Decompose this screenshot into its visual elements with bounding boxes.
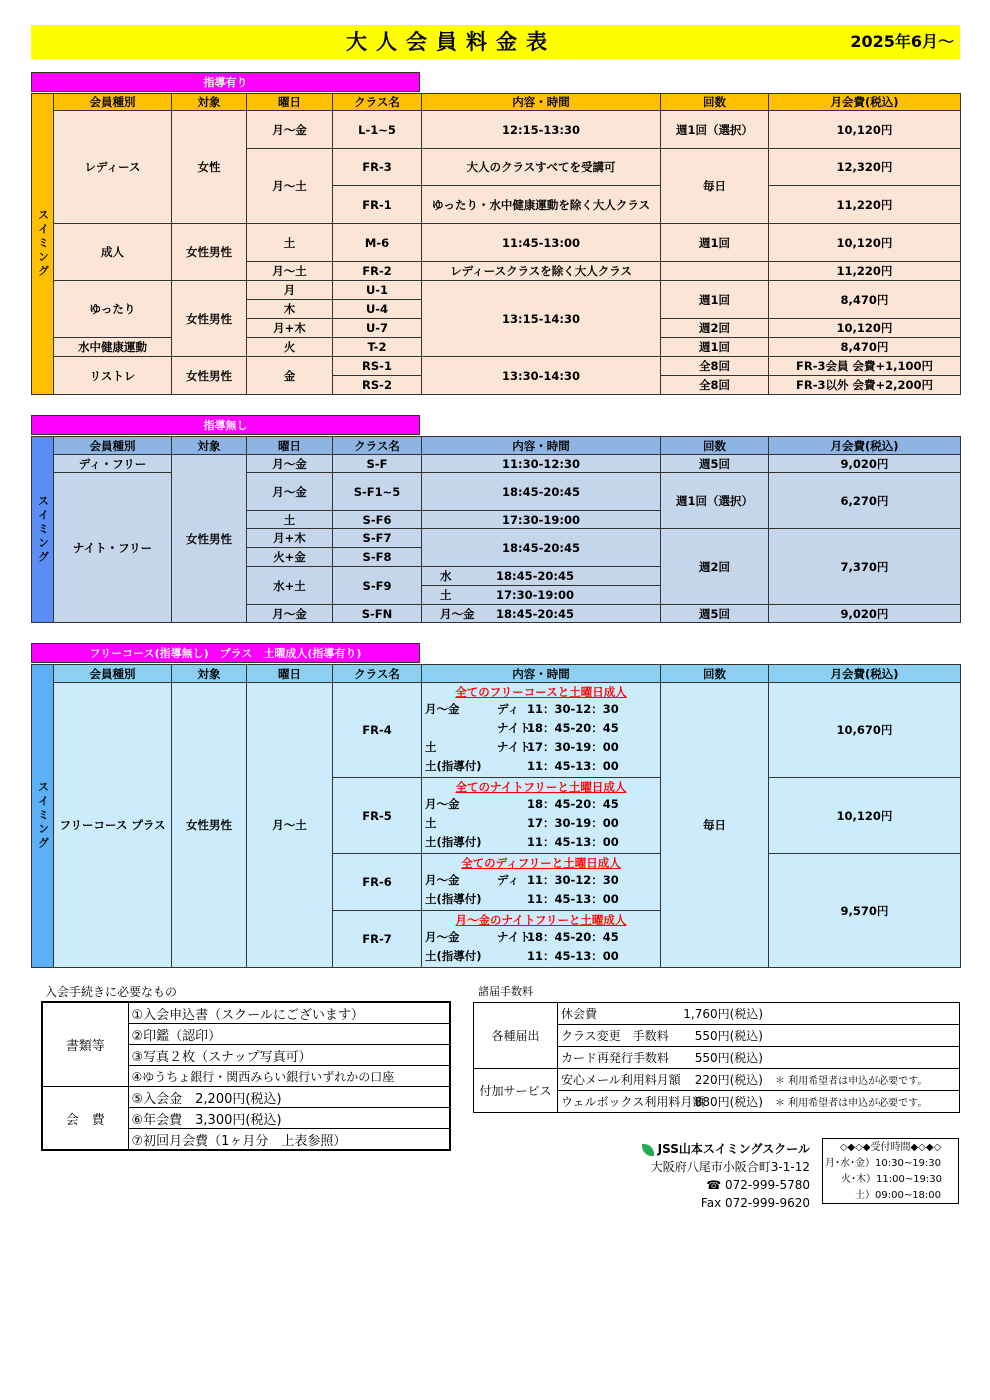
plus-fee-table (31, 664, 961, 968)
package-line: 土(指導付) 11：45-13：00 (425, 759, 619, 773)
count-cell: 全8回 (661, 376, 769, 395)
type-cell: リストレ (54, 357, 172, 395)
class-cell: FR-7 (333, 911, 422, 968)
fee-cell: 11,220円 (769, 262, 961, 281)
class-cell: S-FN (333, 605, 422, 623)
col-count: 回数 (661, 94, 769, 111)
fee-item: カード再発行手数料 550円(税込) (558, 1047, 960, 1069)
type-cell: レディース (54, 111, 172, 224)
type-cell: フリーコース プラス (54, 683, 172, 968)
content-cell: 11:30-12:30 (422, 455, 661, 473)
package-line: 土 17：30-19：00 (425, 816, 619, 830)
fee-cell: 9,020円 (769, 605, 961, 623)
count-cell: 週2回 (661, 319, 769, 338)
fee-item: クラス変更 手数料 550円(税込) (558, 1025, 960, 1047)
count-cell: 週1回 (661, 281, 769, 319)
content-time: 17:30-19:00 (496, 588, 574, 602)
fee-cell: 9,570円 (769, 854, 961, 968)
content-cell: レディースクラスを除く大人クラス (422, 262, 661, 281)
col-fee: 月会費(税込) (769, 94, 961, 111)
col-content: 内容・時間 (422, 94, 661, 111)
fee-item: ウェルボックス利用料月額 880円(税込) ＊ 利用希望者は申込が必要です。 (558, 1091, 960, 1113)
class-cell: U-4 (333, 300, 422, 319)
package-heading: 全てのナイトフリーと土曜日成人 (455, 780, 627, 794)
day-cell: 月 (247, 281, 333, 300)
fee-cell: 10,120円 (769, 224, 961, 262)
day-cell: 月～土 (247, 683, 333, 968)
col-content: 内容・時間 (422, 437, 661, 455)
requirements-title: 入会手続きに必要なもの (45, 985, 178, 999)
section-plus-label: フリーコース(指導無し) プラス 土曜成人(指導有り) (31, 643, 420, 663)
hours-title: ◇◆◇◆受付時間◆◇◆◇ (839, 1142, 942, 1153)
type-cell: 成人 (54, 224, 172, 281)
target-cell: 女性男性 (172, 683, 247, 968)
school-fax: Fax 072-999-9620 (700, 1196, 810, 1210)
page-title: 大人会員料金表 (346, 30, 556, 54)
day-cell: 月+木 (247, 529, 333, 548)
col-count: 回数 (661, 665, 769, 683)
guided-fee-table (31, 93, 961, 395)
school-info (640, 1140, 810, 1212)
fee-cell: 9,020円 (769, 455, 961, 473)
col-target: 対象 (172, 437, 247, 455)
day-cell: 金 (247, 357, 333, 395)
school-name: JSS山本スイミングスクール (657, 1142, 810, 1156)
class-cell: L-1~5 (333, 111, 422, 149)
fees-table (473, 1002, 960, 1113)
content-cell: 17:30-19:00 (422, 511, 661, 529)
day-cell: 月～金 (247, 111, 333, 149)
fees-title: 諸届手数料 (478, 985, 533, 998)
fee-cell: 8,470円 (769, 338, 961, 357)
fee-cell: 10,120円 (769, 111, 961, 149)
class-cell: S-F9 (333, 567, 422, 605)
day-cell: 火+金 (247, 548, 333, 567)
package-line: 月～金 ディ 11：30-12：30 (425, 873, 619, 887)
effective-date: 2025年6月～ (850, 32, 954, 51)
col-target: 対象 (172, 94, 247, 111)
col-count: 回数 (661, 437, 769, 455)
docs-label: 書類等 (42, 1002, 128, 1087)
target-cell: 女性男性 (172, 281, 247, 357)
count-cell: 週2回 (661, 529, 769, 605)
package-line: 土 ナイト 17：30-19：00 (425, 740, 619, 754)
school-address: 大阪府八尾市小阪合町3-1-12 (650, 1160, 810, 1174)
day-cell: 土 (247, 224, 333, 262)
col-type: 会員種別 (54, 665, 172, 683)
content-cell: 大人のクラスすべてを受講可 (422, 149, 661, 186)
count-cell: 毎日 (661, 149, 769, 224)
content-cell: 18:45-20:45 (422, 529, 661, 567)
content-time: 18:45-20:45 (496, 569, 574, 583)
requirement-item: ⑤入会金 2,200円(税込) (128, 1087, 450, 1108)
col-target: 対象 (172, 665, 247, 683)
day-cell: 月～金 (247, 455, 333, 473)
package-content (422, 778, 661, 854)
fee-cell: 10,120円 (769, 778, 961, 854)
school-logo-icon (642, 1144, 654, 1156)
col-class: クラス名 (333, 94, 422, 111)
class-cell: S-F6 (333, 511, 422, 529)
package-line: ナイト 18：45-20：45 (497, 721, 619, 735)
content-cell: 13:15-14:30 (422, 281, 661, 357)
col-class: クラス名 (333, 437, 422, 455)
day-cell: 月～土 (247, 149, 333, 224)
day-cell: 月～金 (247, 473, 333, 511)
class-cell: S-F1~5 (333, 473, 422, 511)
content-cell: 18:45-20:45 (422, 473, 661, 511)
day-cell: 木 (247, 300, 333, 319)
package-content (422, 683, 661, 778)
content-cell (422, 586, 661, 605)
side-label: スイミング (32, 94, 54, 395)
requirement-item: ①入会申込書（スクールにございます） (128, 1002, 450, 1024)
content-day: 土 (440, 588, 452, 602)
fee-item: 安心メール利用料月額 220円(税込) ＊ 利用希望者は申込が必要です。 (558, 1069, 960, 1091)
col-class: クラス名 (333, 665, 422, 683)
content-time: 18:45-20:45 (496, 606, 574, 621)
class-cell: S-F7 (333, 529, 422, 548)
fee-cell: FR-3会員 会費+1,100円 (769, 357, 961, 376)
day-cell: 水+土 (247, 567, 333, 605)
requirements-table (41, 1001, 451, 1151)
day-cell: 火 (247, 338, 333, 357)
package-line: 月～金 ナイト 18：45-20：45 (425, 930, 619, 944)
side-label: スイミング (32, 437, 54, 623)
package-heading: 全てのディフリーと土曜日成人 (461, 856, 621, 870)
class-cell: FR-5 (333, 778, 422, 854)
target-cell: 女性男性 (172, 224, 247, 281)
fee-cell: 7,370円 (769, 529, 961, 605)
class-cell: FR-1 (333, 186, 422, 224)
count-cell: 週1回 (661, 224, 769, 262)
type-cell: ナイト・フリー (54, 473, 172, 623)
count-cell: 週1回 (661, 338, 769, 357)
content-day: 水 (440, 569, 452, 583)
fee-cell: 12,320円 (769, 149, 961, 186)
hours-line: 火･木）11:00~19:30 (841, 1174, 943, 1185)
package-heading: 月～金のナイトフリーと土曜成人 (455, 913, 627, 927)
day-cell: 月～土 (247, 262, 333, 281)
day-cell: 月+木 (247, 319, 333, 338)
class-cell: RS-1 (333, 357, 422, 376)
fee-label: 会 費 (42, 1087, 128, 1151)
section-guided-label: 指導有り (31, 72, 420, 92)
package-line: 月～金 ディ 11：30-12：30 (425, 702, 619, 716)
class-cell: M-6 (333, 224, 422, 262)
fee-cell: 10,670円 (769, 683, 961, 778)
content-cell (422, 605, 661, 623)
fee-cell: FR-3以外 会費+2,200円 (769, 376, 961, 395)
fee-cell: 11,220円 (769, 186, 961, 224)
count-cell: 週1回（選択） (661, 473, 769, 529)
class-cell: U-1 (333, 281, 422, 300)
content-day: 月～金 (440, 606, 475, 621)
fee-group-label: 各種届出 (474, 1003, 558, 1069)
package-line: 月～金 18：45-20：45 (425, 797, 619, 811)
target-cell: 女性男性 (172, 455, 247, 623)
section-unguided-label: 指導無し (31, 415, 420, 435)
col-content: 内容・時間 (422, 665, 661, 683)
class-cell: U-7 (333, 319, 422, 338)
col-type: 会員種別 (54, 437, 172, 455)
requirement-item: ③写真２枚（スナップ写真可） (128, 1045, 450, 1066)
side-label: スイミング (32, 665, 54, 968)
fee-group-label: 付加サービス (474, 1069, 558, 1113)
day-cell: 土 (247, 511, 333, 529)
unguided-fee-table (31, 436, 961, 623)
fee-cell: 6,270円 (769, 473, 961, 529)
school-tel: ☎ 072-999-5780 (706, 1178, 810, 1192)
col-fee: 月会費(税込) (769, 665, 961, 683)
package-line: 土(指導付) 11：45-13：00 (425, 949, 619, 963)
content-cell: ゆったり・水中健康運動を除く大人クラス (422, 186, 661, 224)
count-cell: 全8回 (661, 357, 769, 376)
col-day: 曜日 (247, 94, 333, 111)
col-type: 会員種別 (54, 94, 172, 111)
fee-cell: 8,470円 (769, 281, 961, 319)
requirement-item: ⑥年会費 3,300円(税込) (128, 1108, 450, 1129)
requirement-item: ②印鑑（認印） (128, 1024, 450, 1045)
content-cell: 13:30-14:30 (422, 357, 661, 395)
content-cell: 11:45-13:00 (422, 224, 661, 262)
package-line: 土(指導付) 11：45-13：00 (425, 835, 619, 849)
count-cell: 毎日 (661, 683, 769, 968)
content-cell (422, 567, 661, 586)
count-cell (661, 262, 769, 281)
target-cell: 女性男性 (172, 357, 247, 395)
package-line: 土(指導付) 11：45-13：00 (425, 892, 619, 906)
class-cell: S-F (333, 455, 422, 473)
type-cell: 水中健康運動 (54, 338, 172, 357)
class-cell: FR-3 (333, 149, 422, 186)
class-cell: T-2 (333, 338, 422, 357)
requirement-item: ⑦初回月会費（1ヶ月分 上表参照） (128, 1129, 450, 1151)
content-cell: 12:15-13:30 (422, 111, 661, 149)
package-content (422, 911, 661, 968)
fee-item: 休会費 1,760円(税込) (558, 1003, 960, 1025)
col-day: 曜日 (247, 437, 333, 455)
count-cell: 週1回（選択） (661, 111, 769, 149)
col-fee: 月会費(税込) (769, 437, 961, 455)
count-cell: 週5回 (661, 605, 769, 623)
class-cell: FR-2 (333, 262, 422, 281)
day-cell: 月～金 (247, 605, 333, 623)
class-cell: FR-4 (333, 683, 422, 778)
type-cell: ゆったり (54, 281, 172, 338)
class-cell: FR-6 (333, 854, 422, 911)
package-heading: 全てのフリーコースと土曜日成人 (455, 685, 627, 699)
hours-line: 土）09:00~18:00 (855, 1190, 942, 1201)
title-bar (31, 25, 960, 59)
class-cell: S-F8 (333, 548, 422, 567)
col-day: 曜日 (247, 665, 333, 683)
type-cell: ディ・フリー (54, 455, 172, 473)
hours-line: 月･水･金）10:30~19:30 (825, 1158, 942, 1169)
requirement-item: ④ゆうちょ銀行・関西みらい銀行いずれかの口座 (128, 1066, 450, 1087)
reception-hours (822, 1138, 959, 1204)
target-cell: 女性 (172, 111, 247, 224)
package-content (422, 854, 661, 911)
fee-cell: 10,120円 (769, 319, 961, 338)
count-cell: 週5回 (661, 455, 769, 473)
class-cell: RS-2 (333, 376, 422, 395)
